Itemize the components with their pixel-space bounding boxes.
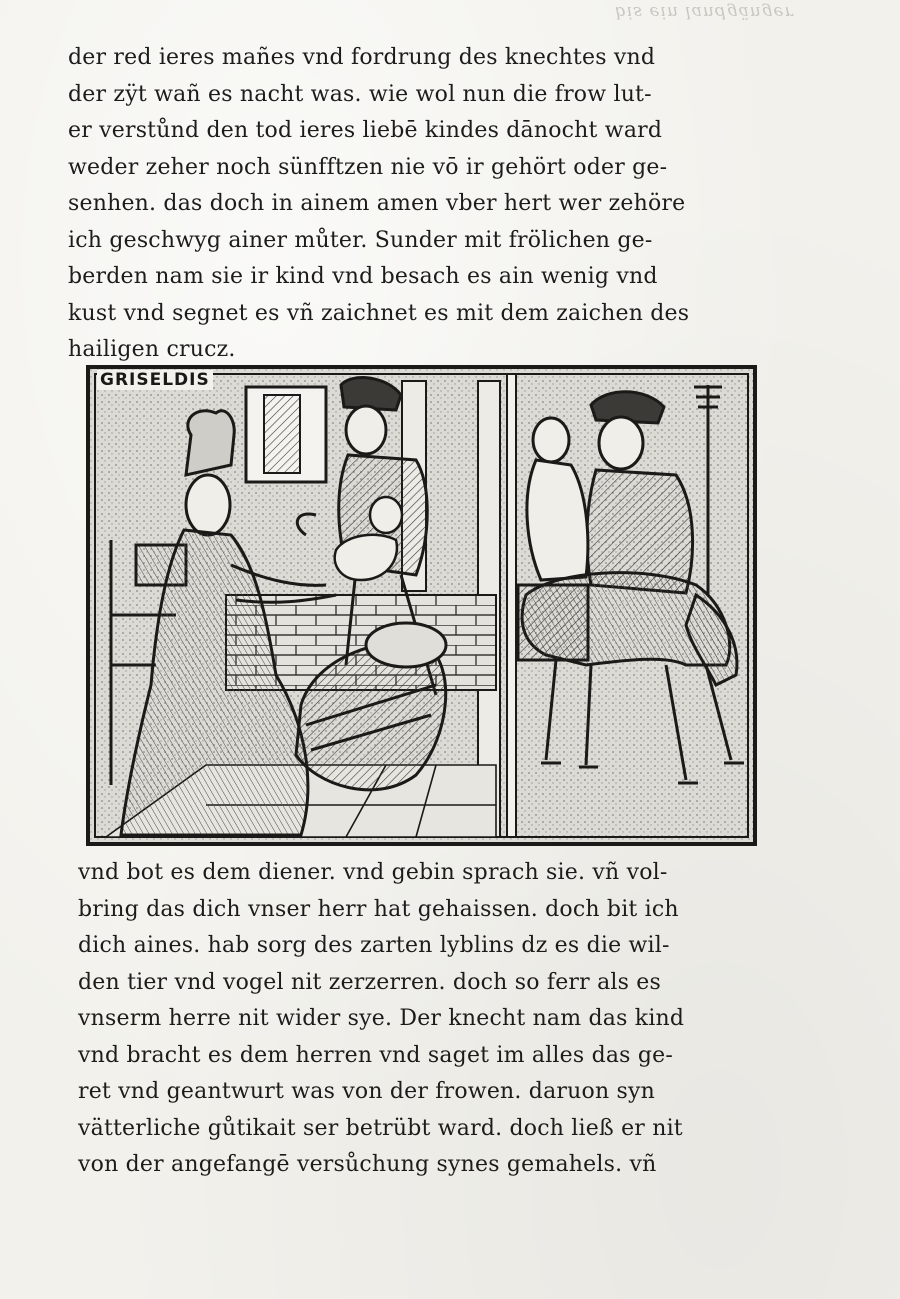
text-line: berden nam sie ir kind vnd besach es ain wenig vnd <box>68 264 658 289</box>
woodcut-illustration <box>86 365 757 846</box>
text-line: er verstůnd den tod ieres liebē kindes dānocht ward <box>68 118 663 143</box>
text-line: vätterliche gůtikait ser betrübt ward. doch ließ er nit <box>78 1115 683 1141</box>
woodcut-caption: GRISELDIS <box>97 370 213 390</box>
text-line: vnd bot es dem diener. vnd gebin sprach sie. vñ vol- <box>78 860 668 885</box>
bottom-text-block <box>78 855 778 1184</box>
text-line: ich geschwyg ainer můter. Sunder mit frölichen ge- <box>68 227 653 253</box>
text-line: vnd bracht es dem herren vnd saget im alles das ge- <box>78 1042 673 1068</box>
text-line: weder zeher noch sünfftzen nie vō ir gehört oder ge- <box>68 154 668 180</box>
text-line: der zÿt wañ es nacht was. wie wol nun die frow lut- <box>68 81 652 107</box>
text-line: senhen. das doch in ainem amen vber hert wer zehöre <box>68 191 686 216</box>
text-line: hailigen crucz. <box>68 337 236 362</box>
text-line: vnserm herre nit wider sye. Der knecht nam das kind <box>78 1006 685 1031</box>
text-line: bring das dich vnser herr hat gehaissen. doch bit ich <box>78 896 679 922</box>
text-line: den tier vnd vogel nit zerzerren. doch so ferr als es <box>78 969 662 995</box>
top-text-block <box>68 40 768 369</box>
bleed-through-text: bis ein landgänger <box>615 2 794 22</box>
text-line: dich aines. hab sorg des zarten lyblins dz es die wil- <box>78 933 670 958</box>
text-line: der red ieres mañes vnd fordrung des knechtes vnd <box>68 45 656 70</box>
text-line: von der angefangē versůchung synes gemahels. vñ <box>78 1152 657 1177</box>
text-line: ret vnd geantwurt was von der frowen. daruon syn <box>78 1079 655 1104</box>
text-line: kust vnd segnet es vñ zaichnet es mit dem zaichen des <box>68 300 690 326</box>
